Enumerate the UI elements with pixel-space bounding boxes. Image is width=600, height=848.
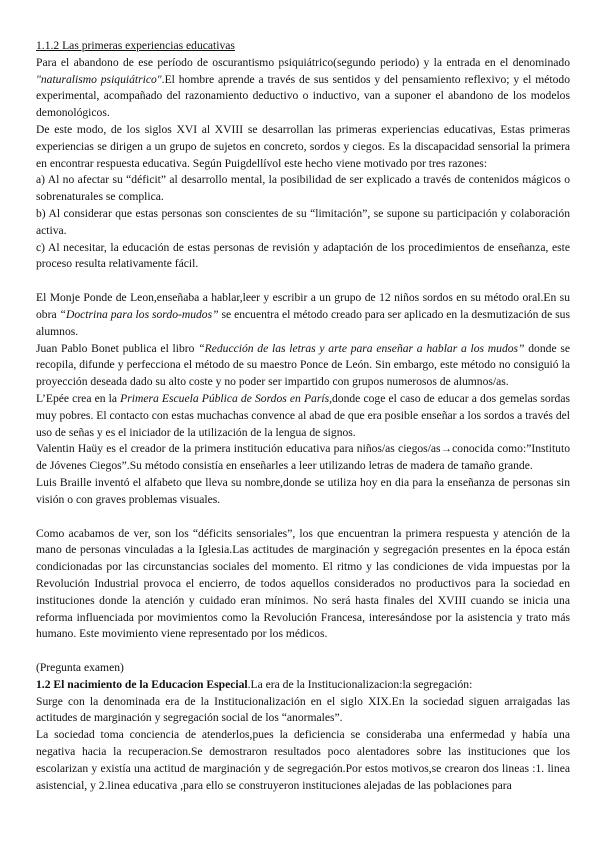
text-run: donde se recopila, difunde y perfecciona el método de su maestro Ponce de León. Sin embargo, este método no consiguió la proyección deseada dado su alto coste y no poder ser impartido con grupos numerosos de alumnos/as.: [36, 341, 570, 389]
italic-term: "naturalismo psiquiátrico": [36, 72, 162, 86]
paragraph-epee: [36, 391, 570, 441]
paragraph-deficits: Como acabamos de ver, son los “déficits sensoriales”, los que encuentran la primera respuesta y atención de la mano de personas vinculadas a la Iglesia.Las actitudes de marginación y segregación presentes en la época están condicionadas por las circunstancias sociales del momento. El ritmo y las condiciones de vida impuestas por la Revolución Industrial provoca el encierro, de todos aquellos considerados no productivos para la sociedad en instituciones donde la atención y cuidado eran mínimos. No será hasta finales del XVIII cuando se inicia una reforma influenciada por movimientos como la Revolución Francesa, interesándose por la asistencia y trato más humano. Este movimiento viene representado por los médicos.: [36, 526, 570, 641]
spacer: [36, 273, 570, 290]
paragraph-ponce: [36, 290, 570, 340]
text-run: ,donde coge el caso de educar a dos gemelas sordas muy pobres. El contacto con estas muchachas convence al abad de que era posible enseñar a los sordos a través del uso de señas y es el iniciador de la utilización de la lengua de signos.: [36, 391, 570, 439]
paragraph-hauy: Valentin Haüy es el creador de la primera institución educativa para niños/as ciegos/as→conocida como:”Instituto de Jóvenes Ciegos”.Su método consistía en enseñarles a leer utilizando letras de madera de tamaño grande.: [36, 442, 570, 473]
text-run: El Monje Ponde de Leon,enseñaba a hablar,leer y escribir a un grupo de 12 niños sordos en su método oral.En su obra: [36, 291, 570, 321]
italic-title: “Doctrina para los sordo-mudos”: [59, 307, 219, 321]
document-page: [36, 38, 570, 794]
section-1-2-heading: [36, 677, 570, 694]
exam-note: (Pregunta examen): [36, 661, 124, 675]
text-run: Juan Pablo Bonet publica el libro: [36, 341, 199, 355]
reason-a: a) Al no afectar su “déficit” al desarrollo mental, la posibilidad de ser explicado a través de contenidos mágicos o sobrenaturales se complica.: [36, 173, 570, 204]
paragraph-sociedad: La sociedad toma conciencia de atenderlos,pues la deficiencia se consideraba una enfermedad y había una negativa hacia la recuperacion.Se demostraron resultados poco alentadores sobre las instituciones que los escolarizan y existía una actitud de marginación y de segregación.Por estos motivos,se crearon dos lineas :1. linea asistencial, y 2.linea educativa ,para ello se construyeron instituciones alejadas de las poblaciones para: [36, 728, 570, 792]
paragraph-surge: Surge con la denominada era de la Institucionalización en el siglo XIX.En la sociedad siguen arraigadas las actitudes de marginación y segregación social de los “anormales”.: [36, 694, 570, 725]
paragraph-naturalismo: [36, 55, 570, 122]
text-run: .La era de la Institucionalizacion:la segregación:: [247, 677, 473, 691]
spacer: [36, 509, 570, 526]
reason-b: b) Al considerar que estas personas son conscientes de su “limitación”, se supone su participación y colaboración activa.: [36, 206, 570, 237]
text-run: L’Epée crea en la: [36, 391, 121, 405]
spacer: [36, 643, 570, 660]
paragraph-bonet: [36, 341, 570, 391]
reason-c: c) Al necesitar, la educación de estas personas de revisión y adaptación de los procedimientos de enseñanza, este proceso resulta relativamente fácil.: [36, 240, 570, 271]
paragraph-siglos: De este modo, de los siglos XVI al XVIII se desarrollan las primeras experiencias educativas, Estas primeras experiencias se dirigen a un grupo de sujetos en concreto, sordos y ciegos. Es la discapacidad sensorial la primera en encontrar respuesta educativa. Según Puigdellívol este hecho viene motivado por tres razones:: [36, 122, 570, 170]
text-run: se encuentra el método creado para ser aplicado en la desmutización de sus alumnos.: [36, 307, 570, 338]
paragraph-braille: Luis Braille inventó el alfabeto que lleva su nombre,donde se utiliza hoy en dia para la enseñanza de personas sin visión o con graves problemas visuales.: [36, 475, 570, 506]
text-run: .El hombre aprende a través de sus sentidos y del pensamiento reflexivo; y el método experimental, acompañado del razonamiento deductivo o inductivo, van a suponer el abandono de los modelos demonológicos.: [36, 72, 570, 120]
section-title: 1.1.2 Las primeras experiencias educativas: [36, 39, 235, 52]
italic-title: Primera Escuela Pública de Sordos en París: [120, 391, 330, 405]
bold-heading: 1.2 El nacimiento de la Educacion Especial: [36, 677, 248, 691]
text-run: Para el abandono de ese período de oscurantismo psiquiátrico(segundo periodo) y la entrada en el denominado: [36, 55, 570, 69]
italic-title: “Reducción de las letras y arte para enseñar a hablar a los mudos”: [198, 341, 525, 355]
